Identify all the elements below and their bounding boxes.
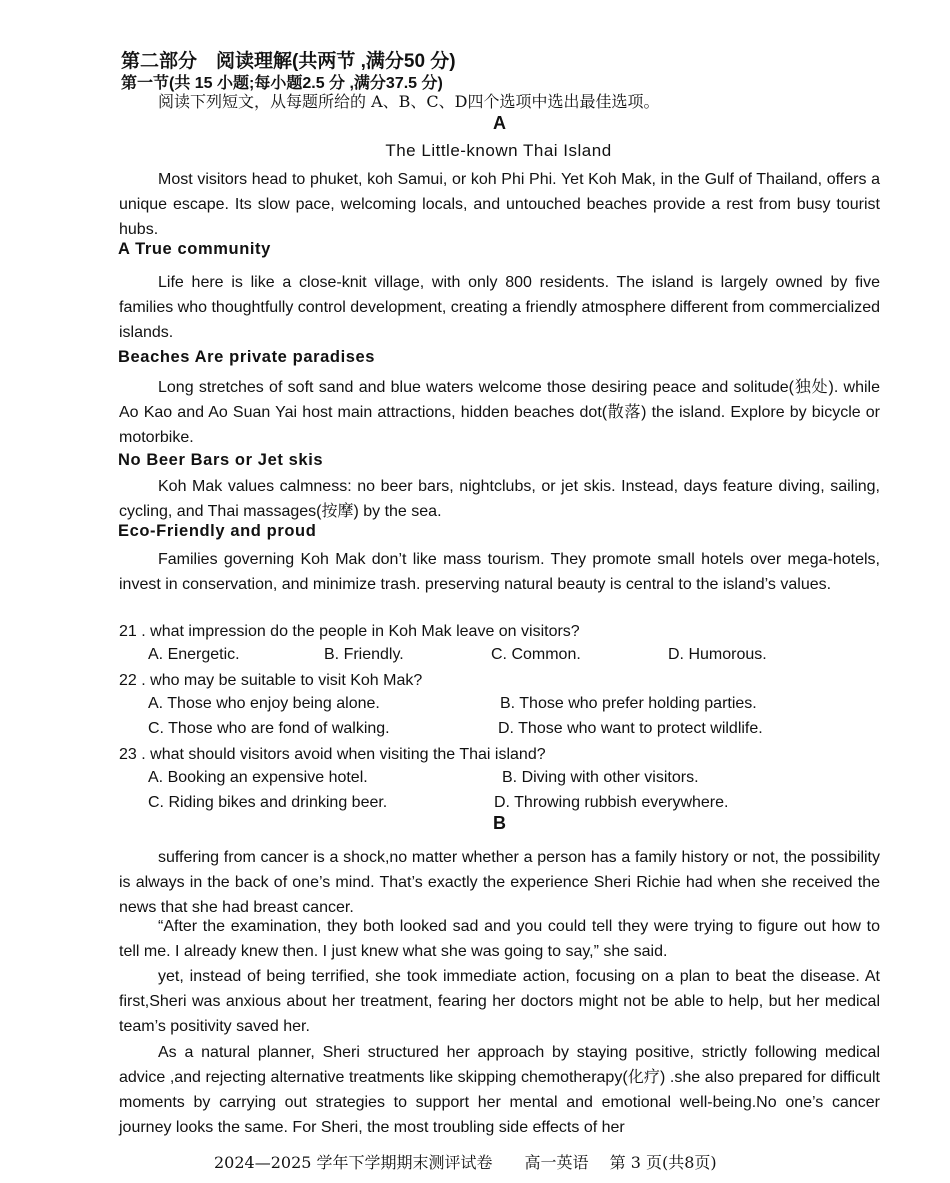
question-stem: 23 . what should visitors avoid when visiting the Thai island? [119,746,546,763]
question-option: C. Those who are fond of walking. [148,720,390,737]
section-text: Families governing Koh Mak don’t like mass tourism. They promote small hotels over mega-hotels, invest in conservation, and minimize trash. preserving natural beauty is central to the island’s values. [119,551,880,593]
question-option: D. Those who want to protect wildlife. [498,720,763,737]
question-stem: 22 . who may be suitable to visit Koh Mak? [119,672,423,689]
section-text: Koh Mak values calmness: no beer bars, nightclubs, or jet skis. Instead, days feature diving, sailing, cycling, and Thai massages(按摩) by the sea. [119,478,880,520]
section-title: 第一节(共 15 小题;每小题2.5 分 ,满分37.5 分) [121,75,443,92]
question-stem: 21 . what impression do the people in Koh Mak leave on visitors? [119,623,580,640]
passage-a-title: The Little-known Thai Island [385,141,612,160]
question-option: B. Friendly. [324,646,404,663]
question-option: C. Riding bikes and drinking beer. [148,794,388,811]
question-option: B. Those who prefer holding parties. [500,695,757,712]
passage-a-label: A [493,113,506,133]
page-footer: 2024—2025 学年下学期期末测评试卷 高一英语 第 3 页(共8页) [214,1153,717,1172]
question-option: C. Common. [491,646,581,663]
passage-a-intro: Most visitors head to phuket, koh Samui, or koh Phi Phi. Yet Koh Mak, in the Gulf of Thailand, offers a unique escape. Its slow pace, welcoming locals, and untouched beaches provide a rest from busy tourist hubs. [119,171,880,238]
question-option: B. Diving with other visitors. [502,769,699,786]
section-heading: Beaches Are private paradises [118,348,376,366]
passage-b-paragraph: “After the examination, they both looked sad and you could tell they were trying to figure out how to tell me. I already knew then. I just knew what she was going to say,” she said. [119,918,880,960]
section-text: Life here is like a close-knit village, with only 800 residents. The island is largely owned by five families who thoughtfully control development, creating a friendly atmosphere different from commercialized islands. [119,274,880,341]
part-title: 第二部分 阅读理解(共两节 ,满分50 分) [121,51,456,72]
question-option: A. Those who enjoy being alone. [148,695,380,712]
question-option: A. Energetic. [148,646,240,663]
section-text: Long stretches of soft sand and blue waters welcome those desiring peace and solitude(独处). while Ao Kao and Ao Suan Yai host main attractions, hidden beaches dot(散落) the island. Explore by bicycle or motorbike. [119,379,880,446]
question-option: D. Throwing rubbish everywhere. [494,794,729,811]
question-option: D. Humorous. [668,646,767,663]
section-heading: A True community [118,240,271,258]
section-heading: No Beer Bars or Jet skis [118,451,324,469]
passage-b-paragraph: As a natural planner, Sheri structured her approach by staying positive, strictly following medical advice ,and rejecting alternative treatments like skipping chemotherapy(化疗) .she also prepared for difficult moments by carrying out strategies to support her mental and emotional well-being.No one’s cancer journey looks the same. For Sheri, the most troubling side effects of her [119,1044,880,1136]
instructions: 阅读下列短文，从每题所给的 A、B、C、D四个选项中选出最佳选项。 [158,92,660,111]
section-heading: Eco-Friendly and proud [118,522,317,540]
passage-b-paragraph: yet, instead of being terrified, she took immediate action, focusing on a plan to beat the disease. At first,Sheri was anxious about her treatment, fearing her doctors might not be able to help, but her medical team’s positivity saved her. [119,968,880,1035]
question-option: A. Booking an expensive hotel. [148,769,368,786]
passage-b-label: B [493,813,506,833]
passage-b-paragraph: suffering from cancer is a shock,no matter whether a person has a family history or not, the possibility is always in the back of one’s mind. That’s exactly the experience Sheri Richie had when she received the news that she had breast cancer. [119,849,880,916]
